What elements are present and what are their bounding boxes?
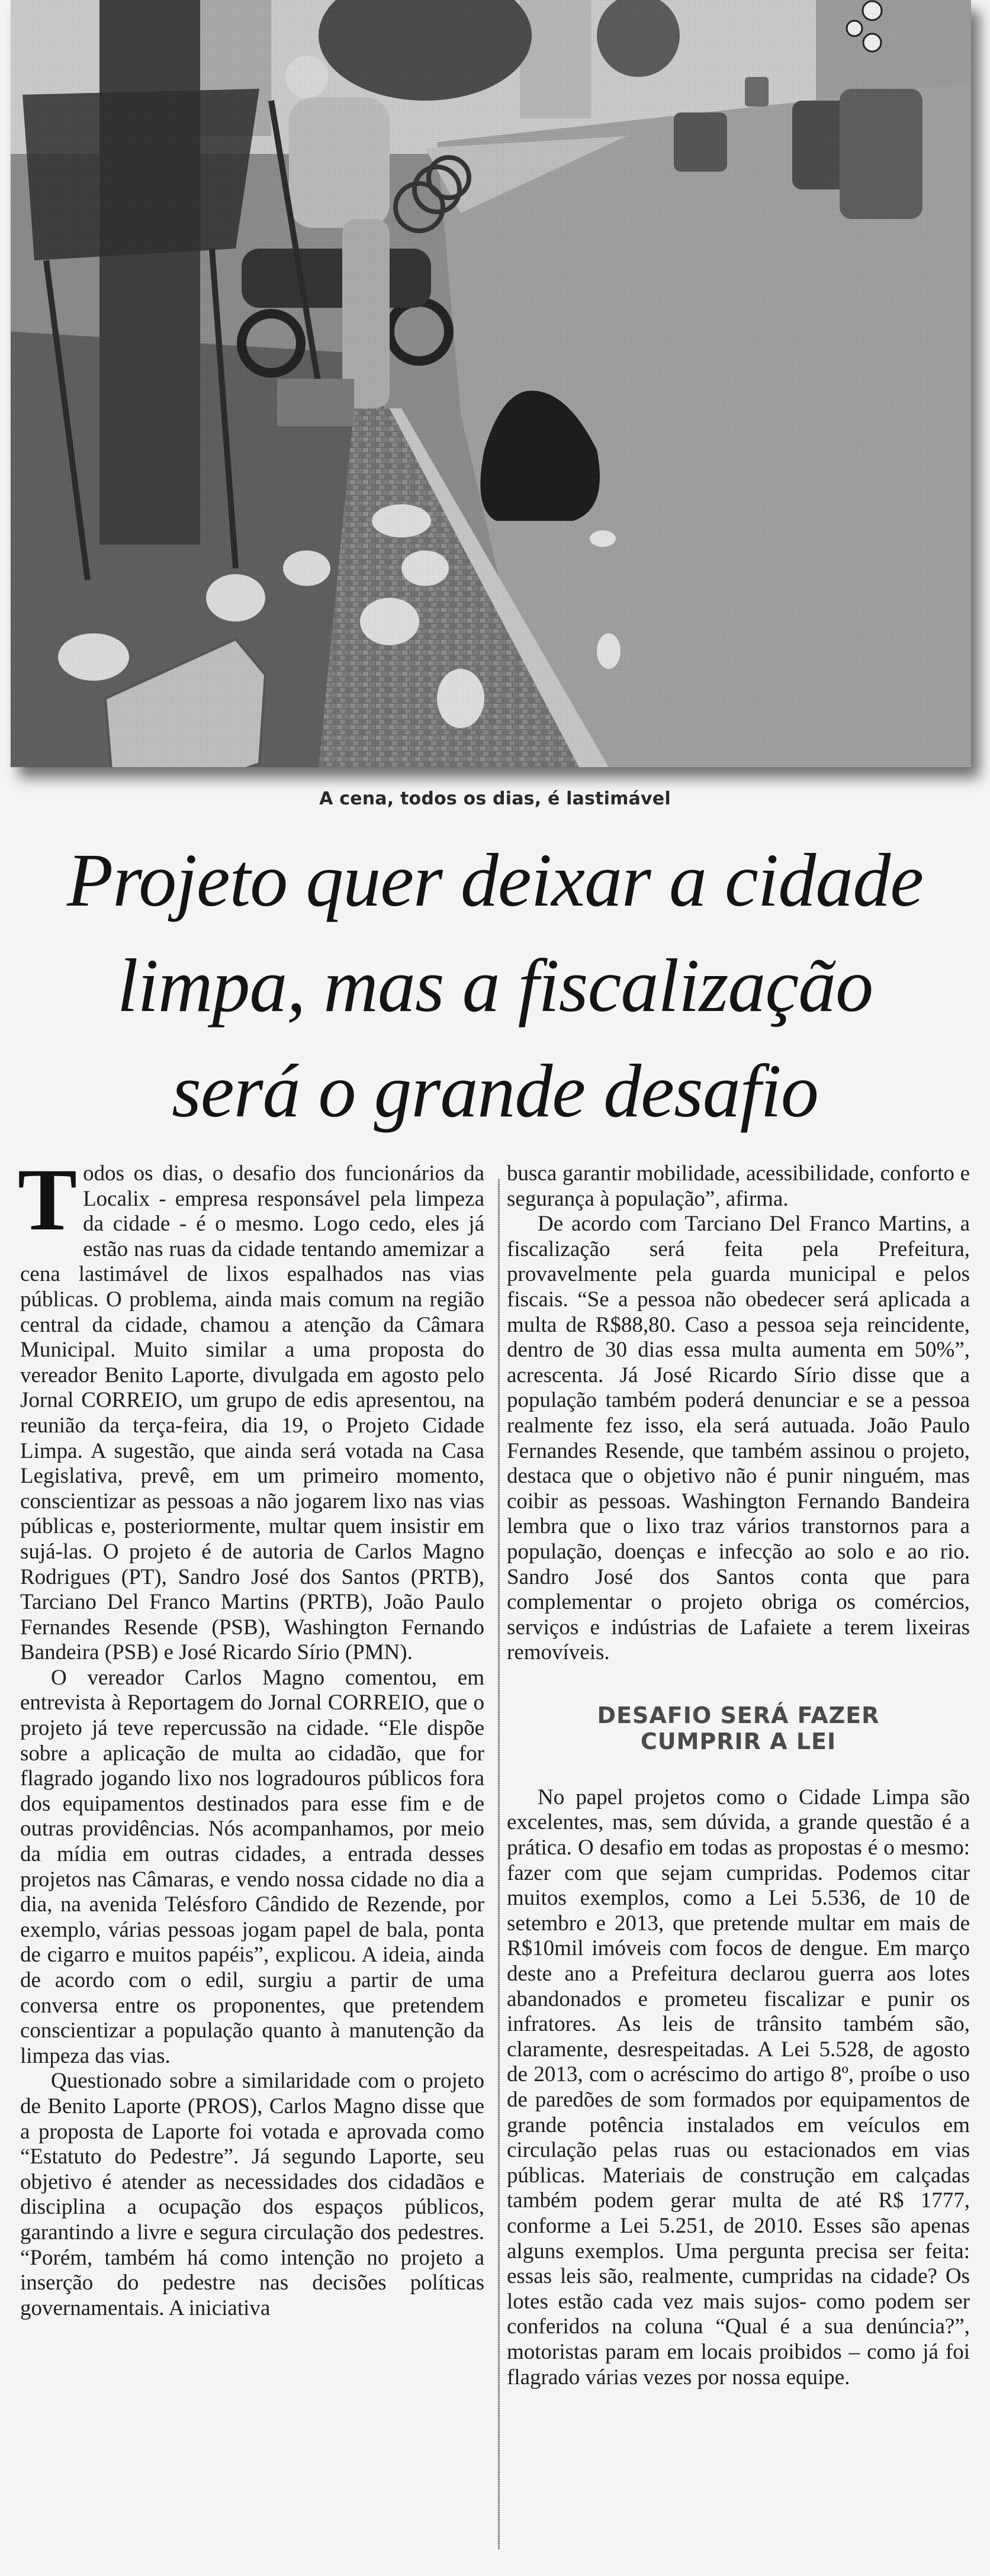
drop-cap: T bbox=[18, 1151, 78, 1249]
headline bbox=[0, 827, 990, 1144]
article-column-right bbox=[507, 1161, 970, 2390]
section-subhead: DESAFIO SERÁ FAZER CUMPRIR A LEI bbox=[597, 1702, 880, 1754]
headline-line: limpa, mas a fiscalização bbox=[117, 944, 873, 1028]
article-paragraph: De acordo com Tarciano Del Franco Martins, a fiscalização será feita pela Prefeitura, provavelmente pela guarda municipal e pelos fiscais. “Se a pessoa não obedecer será aplicada a multa de R$88,80. Caso a pessoa seja reincidente, dentro de 30 dias essa multa aumenta em 50%”, acrescenta. Já José Ricardo Sírio disse que a população também poderá denunciar e se a pessoa realmente fez isso, ela será autuada. João Paulo Fernandes Resende, que também assinou o projeto, destaca que o objetivo não é punir ninguém, mas coibir as pessoas. Washington Fernando Bandeira lembra que o lixo traz vários transtornos para a população, doenças e infecção ao solo e ao rio. Sandro José dos Santos conta que para complementar o projeto obriga os comércios, serviços e indústrias de Lafaiete a terem lixeiras removíveis. bbox=[507, 1212, 970, 1665]
article-paragraph: Questionado sobre a similaridade com o projeto de Benito Laporte (PROS), Carlos Magno disse que a proposta de Laporte foi votada e aprovada como “Estatuto do Pedestre”. Já segundo Laporte, seu objetivo é atender as necessidades dos cidadãos e disciplina a ocupação dos espaços públicos, garantindo a livre e segura circulação dos pedestres. “Porém, também há como intenção no projeto a inserção do pedestre nas decisões políticas governamentais. A iniciativa bbox=[20, 2069, 484, 2320]
column-divider bbox=[498, 1179, 500, 2549]
street-litter-photo bbox=[11, 0, 971, 767]
article-paragraph: Todos os dias, o desafio dos funcionários da Localix - empresa responsável pela limpeza da cidade - é o mesmo. Logo cedo, eles já estão nas ruas da cidade tentando amemizar a cena lastimável de lixos espalhados nas vias públicas. O problema, ainda mais comum na região central da cidade, chamou a atenção da Câmara Municipal. Muito similar a uma proposta do vereador Benito Laporte, divulgada em agosto pelo Jornal CORREIO, um grupo de edis apresentou, na reunião da terça-feira, dia 19, o Projeto Cidade Limpa. A sugestão, que ainda será votada na Casa Legislativa, prevê, em um primeiro momento, conscientizar as pessoas a não jogarem lixo nas vias públicas e, posteriormente, multar quem insistir em sujá-las. O projeto é de autoria de Carlos Magno Rodrigues (PT), Sandro José dos Santos (PRTB), Tarciano Del Franco Martins (PRTB), João Paulo Fernandes Resende (PSB), Washington Fernando Bandeira (PSB) e José Ricardo Sírio (PMN). bbox=[18, 1151, 484, 1665]
photo-caption: A cena, todos os dias, é lastimável bbox=[319, 788, 671, 809]
article-paragraph: No papel projetos como o Cidade Limpa são excelentes, mas, sem dúvida, a grande questão é a prática. O desafio em todas as propostas é o mesmo: fazer com que sejam cumpridas. Podemos citar muitos exemplos, como a Lei 5.536, de 10 de setembro e 2013, que pretende multar em mais de R$10mil imóveis com focos de dengue. Em março deste ano a Prefeitura declarou guerra aos lotes abandonados e prometeu fiscalizar e punir os infratores. As leis de trânsito também são, claramente, desrespeitadas. A Lei 5.528, de agosto de 2013, com o acréscimo do artigo 8º, proíbe o uso de paredões de som formados por equipamentos de grande potência instalados em veículos em circulação pelas ruas ou estacionados em vias públicas. Materiais de construção em calçadas também podem gerar multa de até R$ 1777, conforme a Lei 5.251, de 2010. Esses são apenas alguns exemplos. Uma pergunta precisa ser feita: essas leis são, realmente, cumpridas na cidade? Os lotes estão cada vez mais sujos- como podem ser conferidos na coluna “Qual é a sua denúncia?”, motoristas param em locais proibidos – como já foi flagrado várias vezes por nossa equipe. bbox=[507, 1785, 970, 2390]
article-paragraph: busca garantir mobilidade, acessibilidade, conforto e segurança à população”, afirma. bbox=[507, 1161, 970, 1211]
article-paragraph: O vereador Carlos Magno comentou, em entrevista à Reportagem do Jornal CORREIO, que o projeto já teve repercussão na cidade. “Ele dispõe sobre a aplicação de multa ao cidadão, que for flagrado jogando lixo nos logradouros públicos fora dos equipamentos destinados para esse fim e de outras providências. Nós acompanhamos, por meio da mídia em outras cidades, a entrada desses projetos nas Câmaras, e vendo nossa cidade no dia a dia, na avenida Telésforo Cândido de Rezende, por exemplo, várias pessoas jogam papel de bala, ponta de cigarro e muitos papéis”, explicou. A ideia, ainda de acordo com o edil, surgiu a partir de uma conversa entre os proponentes, que pretendem conscientizar a população quanto à manutenção da limpeza das vias. bbox=[20, 1665, 484, 2068]
article-photo bbox=[11, 0, 971, 767]
article-column-left bbox=[18, 1151, 484, 2321]
headline-line: será o grande desafio bbox=[172, 1049, 818, 1133]
headline-line: Projeto quer deixar a cidade bbox=[67, 838, 923, 922]
